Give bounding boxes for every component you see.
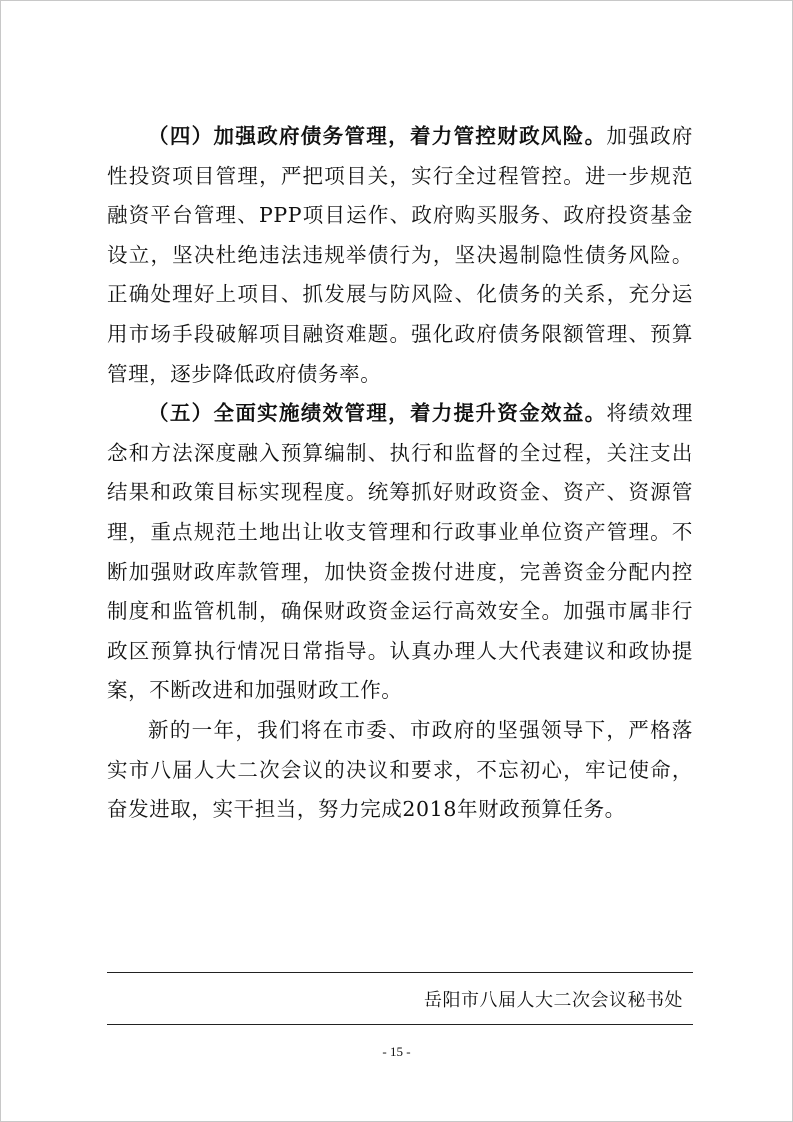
issuer-label: 岳阳市八届人大二次会议秘书处 [424,990,683,1011]
document-body [107,117,693,830]
footer-rule-bottom [107,1024,693,1025]
paragraph-conclusion [107,711,693,830]
page-number: - 15 - [382,1044,411,1059]
paragraph-heading: （四）加强政府债务管理，着力管控财政风险。 [148,124,607,148]
footer-rule-top [107,972,693,973]
paragraph-heading: （五）全面实施绩效管理，着力提升资金效益。 [148,401,607,426]
paragraph-performance-management [107,394,693,711]
paragraph-text: 将绩效理念和方法深度融入预算编制、执行和监督的全过程，关注支出结果和政策目标实现程度。统筹抓好财政资金、资产、资源管理，重点规范土地出让收支管理和行政事业单位资产管理。不断加强财政库款管理，加快资金拨付进度，完善资金分配内控制度和监管机制，确保财政资金运行高效安全。加强市属非行政区预算执行情况日常指导。认真办理人大代表建议和政协提案，不断改进和加强财政工作。 [107,401,693,703]
paragraph-text: 新的一年，我们将在市委、市政府的坚强领导下，严格落实市八届人大二次会议的决议和要求，不忘初心，牢记使命，奋发进取，实干担当，努力完成2018年财政预算任务。 [107,717,693,822]
paragraph-text: 加强政府性投资项目管理，严把项目关，实行全过程管控。进一步规范融资平台管理、PPP项目运作、政府购买服务、政府投资基金设立，坚决杜绝违法违规举债行为，坚决遏制隐性债务风险。正确处理好上项目、抓发展与防风险、化债务的关系，充分运用市场手段破解项目融资难题。强化政府债务限额管理、预算管理，逐步降低政府债务率。 [107,124,693,386]
paragraph-debt-management [107,117,693,394]
